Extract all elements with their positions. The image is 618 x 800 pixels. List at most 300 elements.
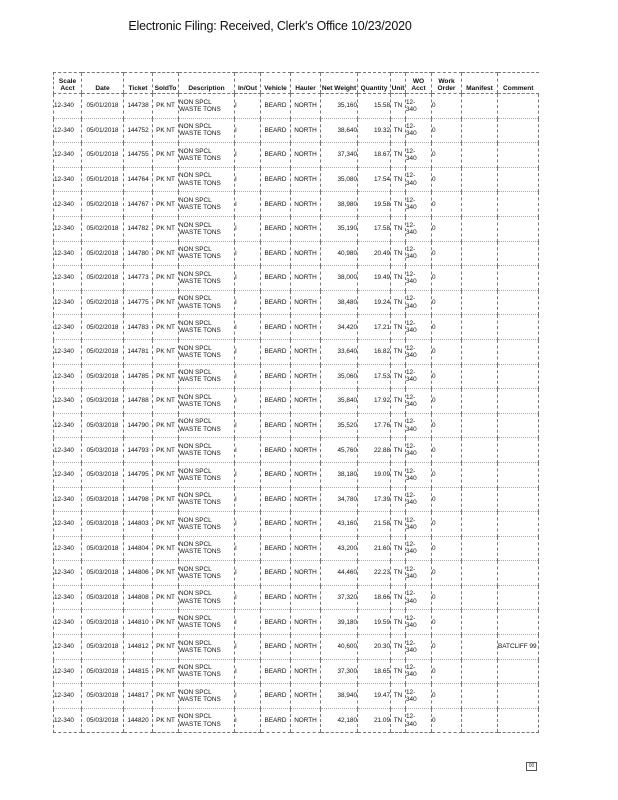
cell-inout-text: I xyxy=(235,151,237,159)
table-row xyxy=(54,487,539,512)
cell-wo-acct xyxy=(406,512,432,537)
cell-soldto xyxy=(153,118,179,143)
cell-hauler xyxy=(291,708,321,733)
cell-soldto-text: PK NT xyxy=(156,126,175,134)
cell-scale-acct-text: 12-340 xyxy=(54,151,74,159)
cell-work-order-text: 0 xyxy=(432,618,436,626)
cell-unit xyxy=(391,94,406,119)
cell-inout-text: I xyxy=(235,495,237,503)
cell-vehicle-text: BEARD xyxy=(264,594,287,602)
cell-soldto xyxy=(153,167,179,192)
cell-date-text: 05/01/2018 xyxy=(86,175,119,183)
cell-soldto-text: PK NT xyxy=(156,225,175,233)
cell-inout-text: I xyxy=(235,544,237,552)
cell-work-order-text: 0 xyxy=(432,126,436,134)
cell-hauler xyxy=(291,659,321,684)
cell-soldto-text: PK NT xyxy=(156,200,175,208)
cell-manifest xyxy=(462,512,498,537)
cell-date-text: 05/03/2018 xyxy=(86,643,119,651)
cell-manifest xyxy=(462,585,498,610)
cell-wo-acct xyxy=(406,118,432,143)
cell-quantity-text: 19.59 xyxy=(374,618,390,626)
cell-manifest xyxy=(462,462,498,487)
cell-vehicle xyxy=(261,266,291,291)
cell-net-weight-text: 37,340 xyxy=(337,151,357,159)
cell-description xyxy=(179,315,235,340)
cell-scale-acct xyxy=(54,216,82,241)
cell-wo-acct xyxy=(406,561,432,586)
cell-work-order-text: 0 xyxy=(432,692,436,700)
cell-comment xyxy=(498,561,539,586)
cell-wo-acct-text: 12- xyxy=(406,688,416,696)
cell-inout-text: I xyxy=(235,397,237,405)
cell-ticket xyxy=(124,413,153,438)
cell-soldto-text: PK NT xyxy=(156,594,175,602)
cell-scale-acct xyxy=(54,241,82,266)
cell-comment xyxy=(498,118,539,143)
cell-vehicle-text: BEARD xyxy=(264,397,287,405)
cell-work-order-text: 0 xyxy=(432,323,436,331)
cell-wo-acct xyxy=(406,438,432,463)
cell-vehicle-text: BEARD xyxy=(264,692,287,700)
cell-scale-acct xyxy=(54,167,82,192)
cell-ticket xyxy=(124,561,153,586)
cell-date xyxy=(82,659,124,684)
cell-comment xyxy=(498,94,539,119)
cell-description-text: WASTE TONS xyxy=(179,204,221,212)
cell-unit xyxy=(391,438,406,463)
cell-net-weight-text: 40,980 xyxy=(337,249,357,257)
cell-hauler xyxy=(291,462,321,487)
cell-inout-text: I xyxy=(235,175,237,183)
cell-wo-acct-text: 12- xyxy=(406,418,416,426)
cell-hauler xyxy=(291,635,321,660)
cell-work-order-text: 0 xyxy=(432,151,436,159)
cell-soldto xyxy=(153,438,179,463)
cell-date xyxy=(82,438,124,463)
cell-date xyxy=(82,266,124,291)
cell-unit xyxy=(391,561,406,586)
cell-quantity-text: 19.49 xyxy=(374,274,390,282)
cell-description xyxy=(179,561,235,586)
cell-inout-text: I xyxy=(235,225,237,233)
cell-work-order xyxy=(432,290,462,315)
cell-soldto xyxy=(153,585,179,610)
cell-scale-acct-text: 12-340 xyxy=(54,397,74,405)
cell-wo-acct-text: 340 xyxy=(406,622,417,630)
cell-quantity-text: 17.21 xyxy=(374,323,390,331)
cell-work-order xyxy=(432,659,462,684)
cell-scale-acct-text: 12-340 xyxy=(54,618,74,626)
cell-wo-acct-text: 340 xyxy=(406,228,417,236)
cell-scale-acct xyxy=(54,536,82,561)
cell-vehicle xyxy=(261,315,291,340)
cell-unit xyxy=(391,192,406,217)
cell-net-weight-text: 37,300 xyxy=(337,667,357,675)
cell-ticket-text: 144793 xyxy=(127,446,149,454)
cell-description xyxy=(179,536,235,561)
cell-unit xyxy=(391,339,406,364)
cell-net-weight-text: 35,190 xyxy=(337,225,357,233)
cell-net-weight-text: 35,840 xyxy=(337,397,357,405)
cell-hauler-text: NORTH xyxy=(294,397,317,405)
cell-vehicle xyxy=(261,413,291,438)
cell-soldto-text: PK NT xyxy=(156,667,175,675)
cell-inout-text: I xyxy=(235,274,237,282)
cell-description-text: WASTE TONS xyxy=(179,450,221,458)
table-row xyxy=(54,684,539,709)
cell-vehicle xyxy=(261,561,291,586)
cell-hauler-text: NORTH xyxy=(294,594,317,602)
table-row xyxy=(54,462,539,487)
cell-wo-acct-text: 12- xyxy=(406,270,416,278)
cell-description-text: WASTE TONS xyxy=(179,179,221,187)
cell-vehicle-text: BEARD xyxy=(264,544,287,552)
cell-wo-acct-text: 12- xyxy=(406,196,416,204)
cell-comment xyxy=(498,290,539,315)
cell-net-weight xyxy=(321,192,358,217)
cell-ticket-text: 144790 xyxy=(127,421,149,429)
cell-soldto-text: PK NT xyxy=(156,102,175,110)
table-row xyxy=(54,192,539,217)
table-row xyxy=(54,143,539,168)
cell-ticket xyxy=(124,315,153,340)
cell-soldto xyxy=(153,512,179,537)
cell-description xyxy=(179,266,235,291)
cell-wo-acct xyxy=(406,241,432,266)
cell-vehicle xyxy=(261,290,291,315)
cell-scale-acct-text: 12-340 xyxy=(54,544,74,552)
cell-description xyxy=(179,635,235,660)
cell-unit-text: TN xyxy=(393,717,403,725)
cell-comment xyxy=(498,167,539,192)
cell-ticket-text: 144795 xyxy=(127,471,149,479)
cell-description-text: WASTE TONS xyxy=(179,499,221,507)
cell-unit xyxy=(391,266,406,291)
cell-quantity xyxy=(358,94,391,119)
cell-wo-acct xyxy=(406,659,432,684)
cell-hauler xyxy=(291,364,321,389)
cell-vehicle xyxy=(261,192,291,217)
cell-hauler-text: NORTH xyxy=(294,520,317,528)
cell-unit-text: TN xyxy=(393,225,403,233)
cell-quantity-text: 17.53 xyxy=(374,372,390,380)
cell-inout xyxy=(235,708,261,733)
cell-wo-acct-text: 340 xyxy=(406,130,417,138)
cell-net-weight xyxy=(321,167,358,192)
col-header-hauler: Hauler xyxy=(291,73,321,94)
cell-soldto xyxy=(153,94,179,119)
cell-quantity-text: 20.30 xyxy=(374,643,390,651)
cell-scale-acct xyxy=(54,143,82,168)
cell-inout-text: I xyxy=(235,372,237,380)
cell-scale-acct xyxy=(54,635,82,660)
cell-inout xyxy=(235,364,261,389)
cell-hauler-text: NORTH xyxy=(294,151,317,159)
cell-date-text: 05/03/2018 xyxy=(86,520,119,528)
cell-comment xyxy=(498,487,539,512)
cell-wo-acct-text: 12- xyxy=(406,246,416,254)
table-row xyxy=(54,241,539,266)
cell-hauler-text: NORTH xyxy=(294,249,317,257)
cell-scale-acct xyxy=(54,684,82,709)
cell-scale-acct xyxy=(54,339,82,364)
cell-net-weight-text: 40,600 xyxy=(337,643,357,651)
cell-soldto xyxy=(153,192,179,217)
cell-vehicle xyxy=(261,462,291,487)
cell-unit xyxy=(391,512,406,537)
cell-date xyxy=(82,241,124,266)
cell-soldto xyxy=(153,462,179,487)
cell-wo-acct-text: 12- xyxy=(406,123,416,131)
cell-inout-text: I xyxy=(235,323,237,331)
col-header-ticket: Ticket xyxy=(124,73,153,94)
cell-wo-acct-text: 340 xyxy=(406,105,417,113)
cell-hauler xyxy=(291,192,321,217)
col-header-work-order: Work Order xyxy=(432,73,462,94)
cell-wo-acct xyxy=(406,167,432,192)
cell-manifest xyxy=(462,315,498,340)
cell-hauler xyxy=(291,167,321,192)
cell-inout-text: I xyxy=(235,102,237,110)
cell-ticket xyxy=(124,389,153,414)
cell-description xyxy=(179,438,235,463)
cell-quantity xyxy=(358,216,391,241)
cell-net-weight-text: 35,080 xyxy=(337,175,357,183)
cell-work-order xyxy=(432,635,462,660)
cell-hauler-text: NORTH xyxy=(294,102,317,110)
cell-description-text: WASTE TONS xyxy=(179,696,221,704)
cell-hauler xyxy=(291,413,321,438)
cell-vehicle-text: BEARD xyxy=(264,323,287,331)
cell-work-order xyxy=(432,118,462,143)
cell-hauler-text: NORTH xyxy=(294,692,317,700)
cell-ticket-text: 144775 xyxy=(127,298,149,306)
cell-net-weight xyxy=(321,635,358,660)
cell-wo-acct xyxy=(406,216,432,241)
cell-hauler-text: NORTH xyxy=(294,717,317,725)
cell-inout xyxy=(235,241,261,266)
cell-unit-text: TN xyxy=(393,323,403,331)
cell-wo-acct-text: 12- xyxy=(406,664,416,672)
cell-quantity xyxy=(358,339,391,364)
cell-vehicle-text: BEARD xyxy=(264,372,287,380)
cell-hauler xyxy=(291,290,321,315)
cell-quantity-text: 21.58 xyxy=(374,520,390,528)
cell-net-weight xyxy=(321,94,358,119)
cell-quantity-text: 17.92 xyxy=(374,397,390,405)
cell-scale-acct-text: 12-340 xyxy=(54,274,74,282)
cell-work-order-text: 0 xyxy=(432,200,436,208)
cell-description-text: WASTE TONS xyxy=(179,622,221,630)
cell-wo-acct xyxy=(406,389,432,414)
cell-ticket-text: 144804 xyxy=(127,544,149,552)
cell-quantity-text: 15.58 xyxy=(374,102,390,110)
cell-description-text: NON SPCL xyxy=(179,123,212,131)
cell-inout xyxy=(235,216,261,241)
table-row xyxy=(54,438,539,463)
cell-hauler-text: NORTH xyxy=(294,175,317,183)
cell-scale-acct xyxy=(54,462,82,487)
cell-ticket-text: 144798 xyxy=(127,495,149,503)
cell-description-text: WASTE TONS xyxy=(179,646,221,654)
cell-description-text: NON SPCL xyxy=(179,172,212,180)
cell-wo-acct-text: 340 xyxy=(406,302,417,310)
cell-inout xyxy=(235,659,261,684)
cell-description-text: NON SPCL xyxy=(179,98,212,106)
table-row xyxy=(54,364,539,389)
cell-wo-acct-text: 12- xyxy=(406,492,416,500)
cell-comment xyxy=(498,684,539,709)
cell-wo-acct-text: 340 xyxy=(406,253,417,261)
cell-description-text: WASTE TONS xyxy=(179,277,221,285)
cell-hauler xyxy=(291,561,321,586)
cell-work-order xyxy=(432,462,462,487)
cell-hauler-text: NORTH xyxy=(294,126,317,134)
cell-soldto-text: PK NT xyxy=(156,520,175,528)
cell-net-weight-text: 39,180 xyxy=(337,618,357,626)
cell-wo-acct-text: 12- xyxy=(406,590,416,598)
scale-ticket-table xyxy=(53,72,539,733)
cell-manifest xyxy=(462,216,498,241)
cell-date-text: 05/02/2018 xyxy=(86,348,119,356)
cell-date-text: 05/02/2018 xyxy=(86,225,119,233)
cell-vehicle-text: BEARD xyxy=(264,298,287,306)
cell-unit-text: TN xyxy=(393,298,403,306)
table-body xyxy=(54,94,539,733)
cell-scale-acct xyxy=(54,487,82,512)
cell-ticket xyxy=(124,708,153,733)
cell-net-weight xyxy=(321,364,358,389)
col-header-manifest: Manifest xyxy=(462,73,498,94)
cell-wo-acct-text: 340 xyxy=(406,597,417,605)
cell-comment xyxy=(498,659,539,684)
cell-hauler-text: NORTH xyxy=(294,544,317,552)
cell-date xyxy=(82,512,124,537)
cell-description-text: NON SPCL xyxy=(179,639,212,647)
cell-soldto-text: PK NT xyxy=(156,569,175,577)
cell-ticket-text: 144812 xyxy=(127,643,149,651)
cell-description xyxy=(179,512,235,537)
cell-work-order xyxy=(432,266,462,291)
cell-scale-acct xyxy=(54,192,82,217)
cell-quantity-text: 19.09 xyxy=(374,471,390,479)
cell-scale-acct xyxy=(54,94,82,119)
cell-inout-text: I xyxy=(235,594,237,602)
cell-inout-text: I xyxy=(235,249,237,257)
cell-hauler xyxy=(291,684,321,709)
cell-description-text: WASTE TONS xyxy=(179,327,221,335)
cell-wo-acct-text: 340 xyxy=(406,179,417,187)
cell-date xyxy=(82,585,124,610)
cell-date xyxy=(82,389,124,414)
cell-scale-acct xyxy=(54,413,82,438)
cell-work-order-text: 0 xyxy=(432,643,436,651)
cell-work-order-text: 0 xyxy=(432,446,436,454)
cell-soldto-text: PK NT xyxy=(156,151,175,159)
cell-quantity-text: 19.58 xyxy=(374,200,390,208)
cell-ticket-text: 144788 xyxy=(127,397,149,405)
col-header-unit: Unit xyxy=(391,73,406,94)
cell-wo-acct-text: 12- xyxy=(406,541,416,549)
cell-date-text: 05/03/2018 xyxy=(86,495,119,503)
cell-net-weight xyxy=(321,585,358,610)
cell-net-weight xyxy=(321,118,358,143)
cell-scale-acct xyxy=(54,585,82,610)
cell-description xyxy=(179,389,235,414)
cell-inout xyxy=(235,635,261,660)
cell-unit-text: TN xyxy=(393,126,403,134)
cell-inout xyxy=(235,339,261,364)
cell-vehicle xyxy=(261,241,291,266)
cell-description xyxy=(179,241,235,266)
cell-manifest xyxy=(462,192,498,217)
cell-net-weight xyxy=(321,143,358,168)
cell-date-text: 05/02/2018 xyxy=(86,249,119,257)
cell-work-order xyxy=(432,364,462,389)
cell-unit xyxy=(391,610,406,635)
cell-wo-acct-text: 340 xyxy=(406,277,417,285)
cell-manifest xyxy=(462,413,498,438)
cell-quantity xyxy=(358,659,391,684)
cell-comment xyxy=(498,266,539,291)
cell-unit xyxy=(391,216,406,241)
cell-date xyxy=(82,462,124,487)
cell-unit-text: TN xyxy=(393,495,403,503)
cell-net-weight xyxy=(321,315,358,340)
cell-hauler xyxy=(291,339,321,364)
cell-comment xyxy=(498,536,539,561)
cell-unit xyxy=(391,241,406,266)
cell-vehicle xyxy=(261,438,291,463)
cell-inout xyxy=(235,315,261,340)
cell-soldto-text: PK NT xyxy=(156,471,175,479)
cell-description-text: NON SPCL xyxy=(179,688,212,696)
cell-scale-acct xyxy=(54,610,82,635)
cell-date-text: 05/03/2018 xyxy=(86,667,119,675)
cell-comment-text: BATCLIFF 99 xyxy=(498,643,537,651)
cell-hauler xyxy=(291,585,321,610)
cell-soldto-text: PK NT xyxy=(156,495,175,503)
cell-net-weight xyxy=(321,487,358,512)
cell-date-text: 05/03/2018 xyxy=(86,446,119,454)
cell-work-order xyxy=(432,487,462,512)
cell-hauler xyxy=(291,118,321,143)
cell-wo-acct-text: 12- xyxy=(406,442,416,450)
cell-inout xyxy=(235,94,261,119)
cell-wo-acct xyxy=(406,266,432,291)
cell-ticket xyxy=(124,438,153,463)
cell-ticket xyxy=(124,143,153,168)
cell-hauler-text: NORTH xyxy=(294,495,317,503)
cell-quantity-text: 18.67 xyxy=(374,151,390,159)
cell-comment xyxy=(498,708,539,733)
cell-hauler xyxy=(291,536,321,561)
cell-quantity xyxy=(358,167,391,192)
cell-inout xyxy=(235,389,261,414)
cell-unit-text: TN xyxy=(393,446,403,454)
cell-unit xyxy=(391,536,406,561)
cell-inout xyxy=(235,118,261,143)
cell-unit xyxy=(391,708,406,733)
cell-wo-acct-text: 340 xyxy=(406,400,417,408)
cell-soldto-text: PK NT xyxy=(156,618,175,626)
cell-work-order xyxy=(432,339,462,364)
cell-wo-acct-text: 12- xyxy=(406,467,416,475)
cell-manifest xyxy=(462,610,498,635)
cell-net-weight xyxy=(321,266,358,291)
cell-ticket xyxy=(124,290,153,315)
